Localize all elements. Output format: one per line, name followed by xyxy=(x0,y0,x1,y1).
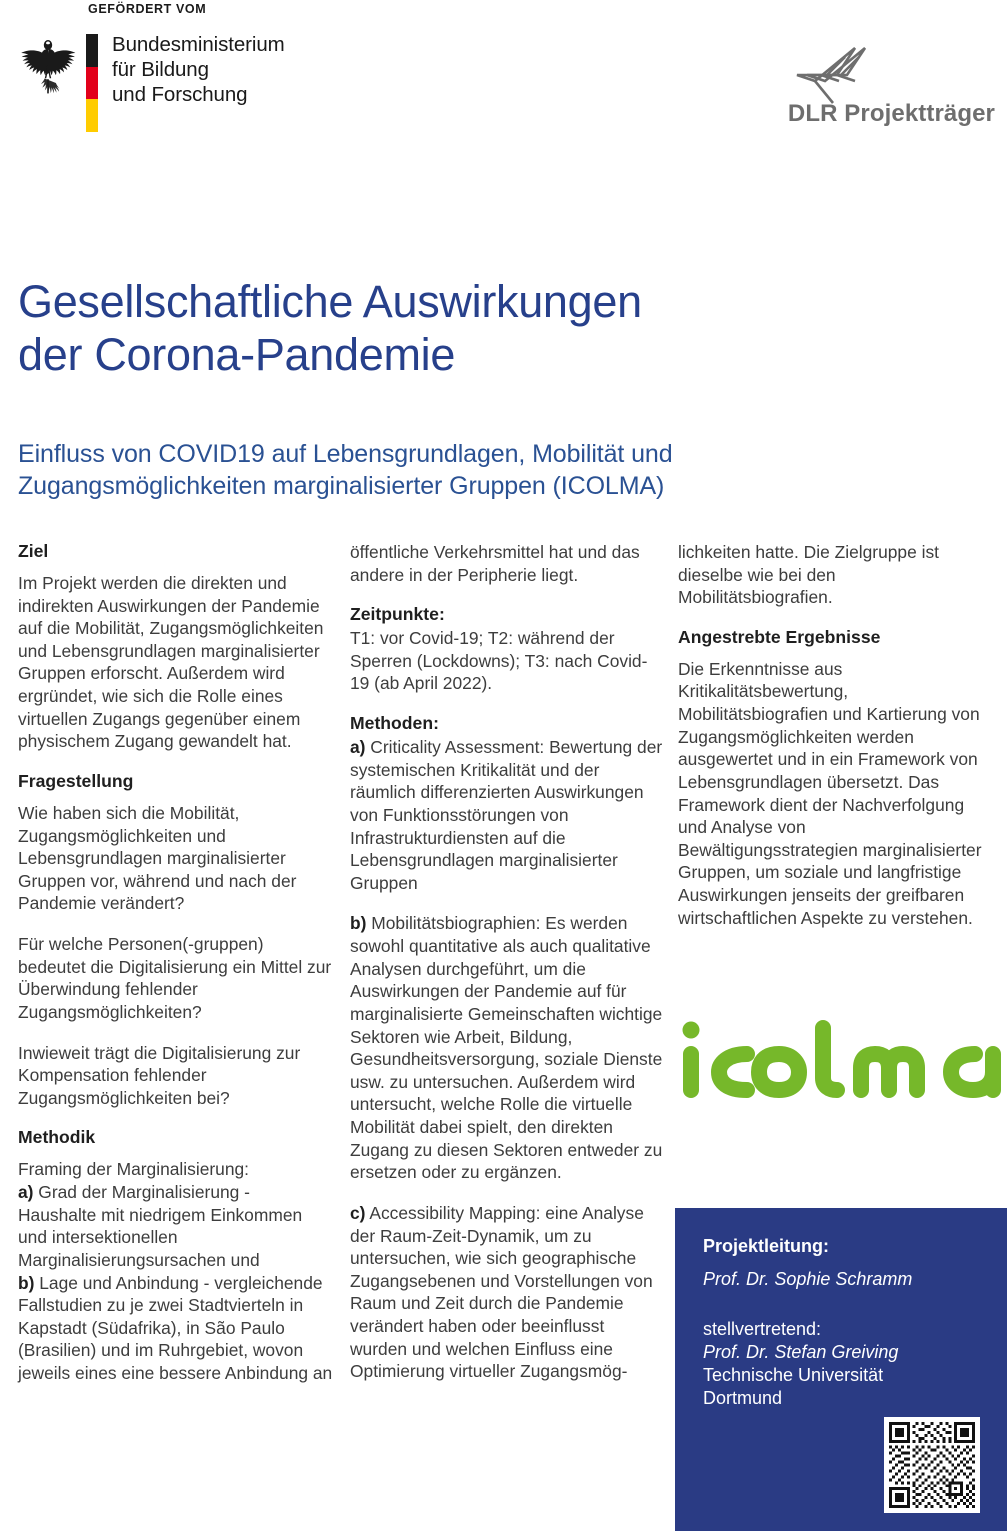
bmbf-line-2: für Bildung xyxy=(112,58,209,81)
methoden-text-c: Accessibility Mapping: eine Analyse der Raum-Zeit-Dynamik, um zu untersuchen, wie sich geographische Zugangsebenen und Vorstellungen von Raum und Zeit durch die Pandemie verändert haben oder beeinflusst wurden und welchen Einfluss eine Optimierung virtueller Zugangsmög- xyxy=(350,1202,653,1382)
page-subtitle xyxy=(18,439,918,503)
funder-header xyxy=(0,0,1007,175)
body-column-1 xyxy=(18,541,333,1385)
bmbf-logo xyxy=(18,0,318,132)
dlr-label: DLR Projektträger xyxy=(787,100,995,127)
methodik-label-b: b) xyxy=(18,1272,35,1293)
funder-label: GEFÖRDERT VOM xyxy=(88,2,207,16)
methodik-label-a: a) xyxy=(18,1182,34,1203)
paragraph-methodik-intro: Framing der Marginalisierung: xyxy=(18,1159,250,1180)
contact-affiliation-line-2: Dortmund xyxy=(703,1388,783,1409)
contact-deputy-block xyxy=(703,1318,979,1410)
page-title-line-2: der Corona-Pandemie xyxy=(18,328,456,380)
heading-methoden: Methoden: xyxy=(350,713,439,734)
page-subtitle-line-2: Zugangsmöglichkeiten marginalisierter Gruppen (ICOLMA) xyxy=(18,471,665,500)
methoden-label-b: b) xyxy=(350,913,367,934)
paragraph-methodik-a xyxy=(18,1181,333,1272)
bmbf-line-3: und Forschung xyxy=(112,83,248,106)
bmbf-name xyxy=(112,32,285,107)
dlr-logo xyxy=(735,45,995,128)
paragraph-continuation-col3: lichkeiten hatte. Die Zielgruppe ist dieselbe wie bei den Mobilitätsbiografien. xyxy=(678,542,939,608)
german-flag-bar-icon xyxy=(86,34,98,132)
contact-deputy-label: stellvertretend: xyxy=(703,1319,822,1339)
methoden-label-c: c) xyxy=(350,1202,366,1223)
bmbf-line-1: Bundesministerium xyxy=(112,33,285,56)
paragraph-frage-2: Für welche Personen(-gruppen) bedeutet die Digitalisierung ein Mittel zur Überwindung fehlender Zugangsmöglichkeiten? xyxy=(18,934,332,1022)
heading-zeitpunkte: Zeitpunkte: xyxy=(350,604,445,625)
icolma-wordmark-logo-icon xyxy=(675,1008,1007,1116)
body-column-2 xyxy=(350,541,665,1383)
paragraph-zeitpunkte: T1: vor Covid-19; T2: während der Sperren (Lockdowns); T3: nach Covid-19 (ab April 2022). xyxy=(350,628,648,694)
contact-lead-name: Prof. Dr. Sophie Schramm xyxy=(703,1269,913,1289)
paragraph-frage-3: Inwieweit trägt die Digitalisierung zur Kompensation fehlender Zugangsmöglichkeiten bei? xyxy=(18,1042,301,1108)
heading-methodik: Methodik xyxy=(18,1127,96,1148)
page-title xyxy=(18,276,978,381)
contact-affiliation-line-1: Technische Universität xyxy=(703,1365,884,1386)
body-column-3 xyxy=(678,541,990,929)
paragraph-methoden-a xyxy=(350,736,665,894)
project-contact-box xyxy=(675,1208,1007,1531)
paragraph-frage-1: Wie haben sich die Mobilität, Zugangsmöglichkeiten und Lebensgrundlagen marginalisierter Gruppen vor, während und nach der Pandemie verändert? xyxy=(18,802,297,914)
page-title-line-1: Gesellschaftliche Auswirkungen xyxy=(18,276,642,328)
methoden-label-a: a) xyxy=(350,737,366,758)
heading-fragestellung: Fragestellung xyxy=(18,770,134,791)
methodik-text-b: Lage und Anbindung - vergleichende Fallstudien zu je zwei Stadtvierteln in Kapstadt (Südafrika), in São Paulo (Brasilien) und im Ruhrgebiet, wovon jeweils eines eine bessere Anbindung an xyxy=(18,1272,333,1384)
methoden-text-b: Mobilitätsbiographien: Es werden sowohl quantitative als auch qualitative Analysen durchgeführt, um die Auswirkungen der Pandemie auf für marginalisierte Gemeinschaften wichtige Sektoren wie Arbeit, Bildung, Gesundheitsversorgung, soziale Dienste usw. zu untersuchen. Außerdem wird untersucht, welche Rolle die virtuelle Mobilität dabei spielt, den direkten Zugang zu diesen Sektoren entweder zu ersetzen oder zu ergänzen. xyxy=(350,913,663,1183)
paragraph-methoden-b xyxy=(350,912,665,1184)
heading-angestrebte-ergebnisse: Angestrebte Ergebnisse xyxy=(678,626,881,647)
contact-title: Projektleitung: xyxy=(703,1236,830,1256)
qr-code-icon[interactable] xyxy=(884,1417,980,1513)
paragraph-methodik-b xyxy=(18,1272,333,1385)
paragraph-ergebnisse: Die Erkenntnisse aus Kritikalitätsbewertung, Mobilitätsbiografien und Kartierung von Zugangsmöglichkeiten werden ausgewertet und in ein Framework von Lebensgrundlagen übersetzt. Das Framework dient der Nachverfolgung und Analyse von Bewältigungsstrategien marginalisierter Gruppen, um soziale und langfristige Auswirkungen jenseits der greifbaren wirtschaftlichen Aspekte zu verstehen. xyxy=(678,658,982,928)
federal-eagle-icon xyxy=(20,36,76,98)
page-subtitle-line-1: Einfluss von COVID19 auf Lebensgrundlagen, Mobilität und xyxy=(18,439,673,468)
methodik-text-a: Grad der Marginalisierung - Haushalte mit niedrigem Einkommen und intersektionellen Marginalisierungsursachen und xyxy=(18,1182,303,1270)
heading-ziel: Ziel xyxy=(18,541,49,561)
dlr-arrow-logo-icon xyxy=(793,45,883,107)
paragraph-methoden-c xyxy=(350,1202,665,1383)
paragraph-ziel: Im Projekt werden die direkten und indirekten Auswirkungen der Pandemie auf die Mobilität, Zugangsmöglichkeiten und Lebensgrundlagen marginalisierter Gruppen erforscht. Außerdem wird ergründet, wie sich die Rolle eines virtuellen Zugangs gegenüber einem physischem Zugang gewandelt hat. xyxy=(18,572,324,752)
methoden-text-a: Criticality Assessment: Bewertung der systemischen Kritikalität und der räumlich differenzierten Auswirkungen von Funktionsstörungen von Infrastrukturdiensten auf die Lebensgrundlagen marginalisierter Gruppen xyxy=(350,737,663,893)
contact-deputy-name: Prof. Dr. Stefan Greiving xyxy=(703,1342,899,1363)
paragraph-continuation-col2: öffentliche Verkehrsmittel hat und das andere in der Peripherie liegt. xyxy=(350,542,640,585)
